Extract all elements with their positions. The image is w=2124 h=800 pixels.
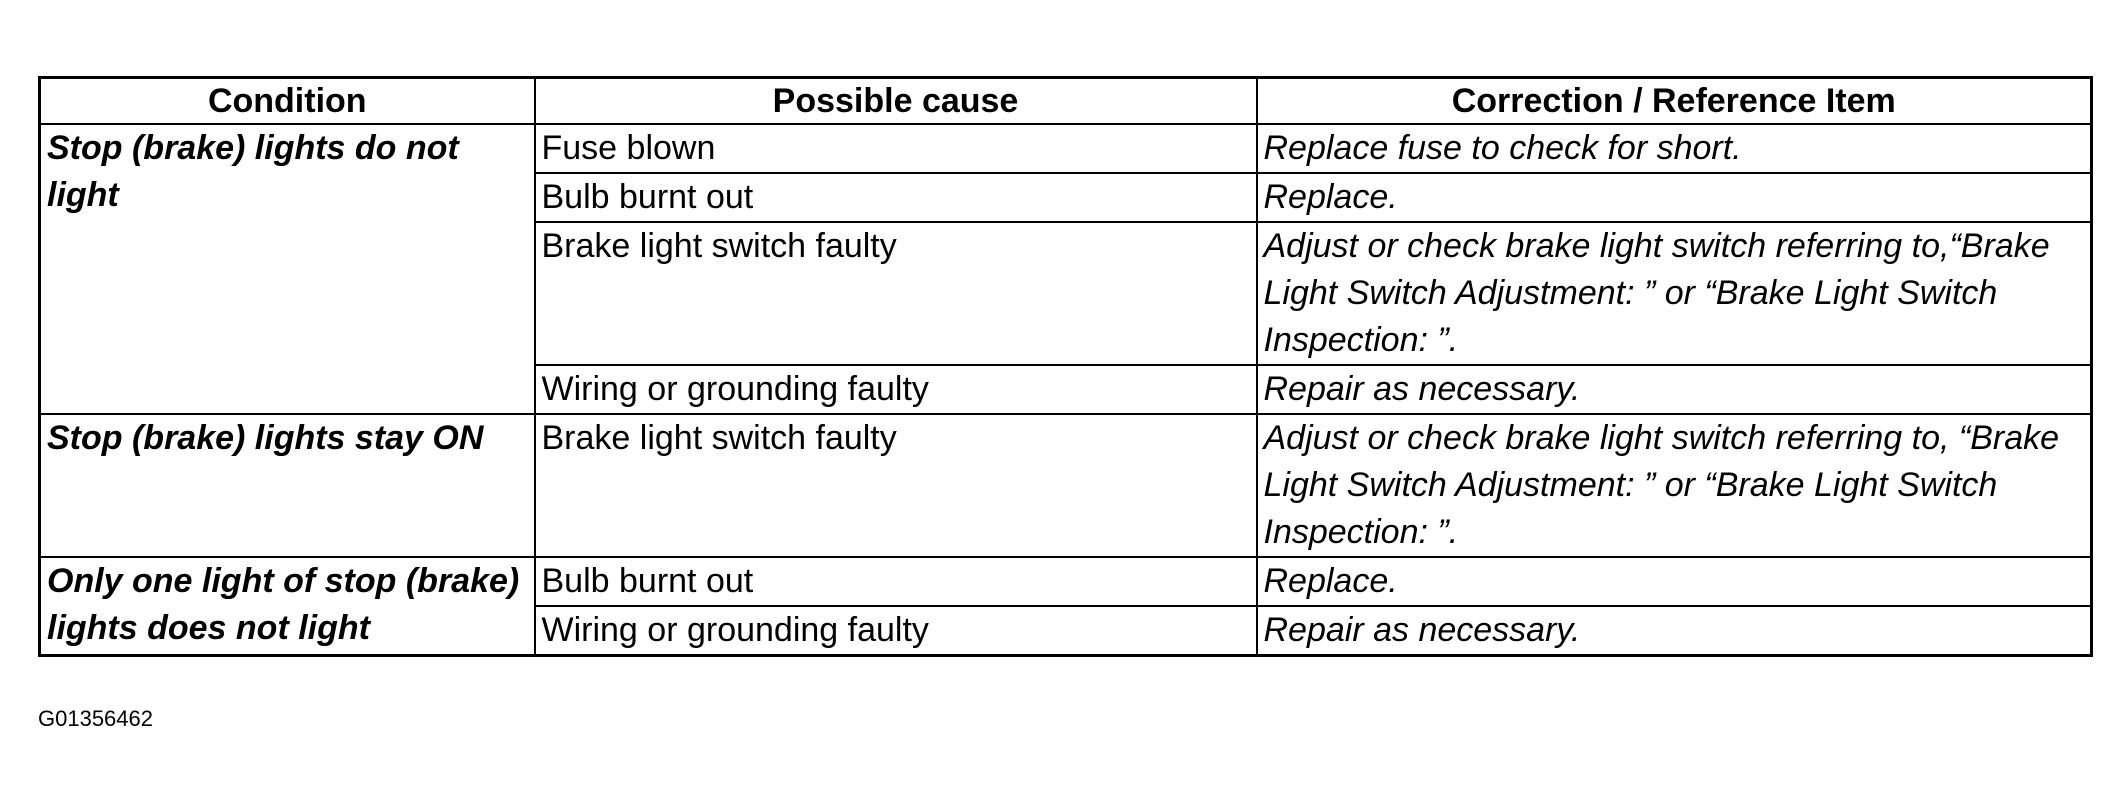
condition-cell: Stop (brake) lights stay ON <box>40 414 535 557</box>
correction-cell: Adjust or check brake light switch referring to, “Brake Light Switch Adjustment: ” or “Brake Light Switch Inspection: ”. <box>1257 414 2092 557</box>
cause-cell: Brake light switch faulty <box>535 414 1257 557</box>
correction-cell: Repair as necessary. <box>1257 365 2092 414</box>
header-possible-cause: Possible cause <box>535 78 1257 125</box>
cause-cell: Bulb burnt out <box>535 557 1257 606</box>
correction-cell: Repair as necessary. <box>1257 606 2092 656</box>
condition-cell: Stop (brake) lights do not light <box>40 124 535 414</box>
header-condition: Condition <box>40 78 535 125</box>
condition-cell: Only one light of stop (brake) lights does not light <box>40 557 535 656</box>
header-correction: Correction / Reference Item <box>1257 78 2092 125</box>
correction-cell: Adjust or check brake light switch referring to,“Brake Light Switch Adjustment: ” or “Brake Light Switch Inspection: ”. <box>1257 222 2092 365</box>
cause-cell: Fuse blown <box>535 124 1257 173</box>
correction-cell: Replace fuse to check for short. <box>1257 124 2092 173</box>
figure-id-label: G01356462 <box>38 706 153 731</box>
table-row <box>40 124 2092 173</box>
correction-cell: Replace. <box>1257 557 2092 606</box>
table-header-row <box>40 78 2092 125</box>
cause-cell: Bulb burnt out <box>535 173 1257 222</box>
cause-cell: Wiring or grounding faulty <box>535 606 1257 656</box>
correction-cell: Replace. <box>1257 173 2092 222</box>
cause-cell: Wiring or grounding faulty <box>535 365 1257 414</box>
table-row <box>40 414 2092 557</box>
cause-cell: Brake light switch faulty <box>535 222 1257 365</box>
table-row <box>40 557 2092 606</box>
diagnosis-table <box>38 76 2093 657</box>
